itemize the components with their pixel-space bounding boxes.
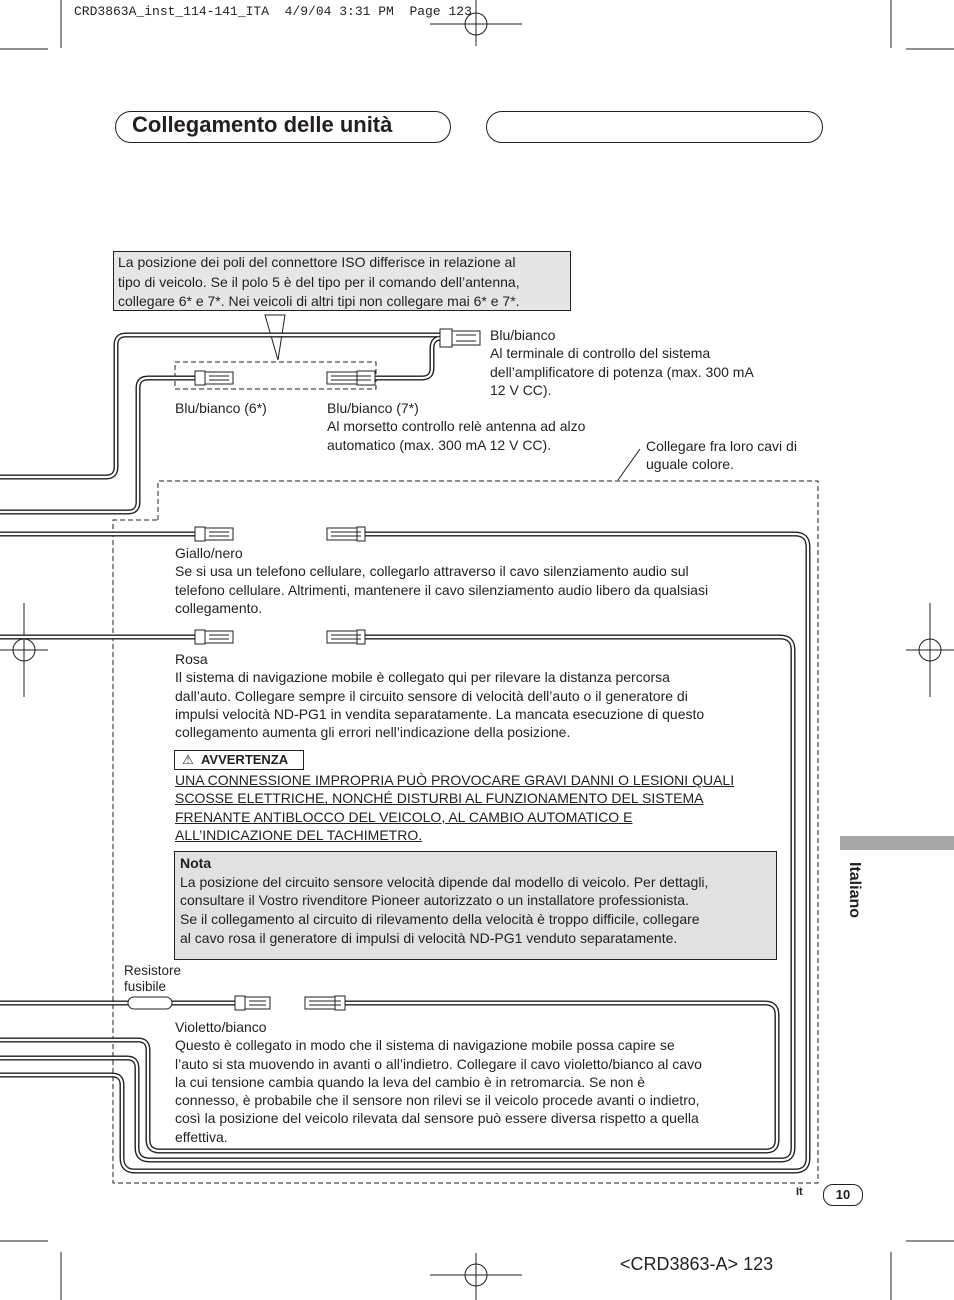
warning-badge-label: AVVERTENZA — [201, 752, 289, 767]
note-line: al cavo rosa il generatore di impulsi di velocità ND-PG1 venduto separatamente. — [180, 929, 678, 946]
wire-description: dell’amplificatore di potenza (max. 300 mA — [490, 363, 754, 380]
print-header: CRD3863A_inst_114-141_ITA 4/9/04 3:31 PM Page 123 — [74, 4, 472, 19]
iso-connector-callout — [113, 251, 571, 311]
note-line: Se il collegamento al circuito di rilevamento della velocità è troppo difficile, collegare — [180, 911, 700, 928]
fuse-label-line: Resistore — [124, 963, 182, 978]
fuse-resistor-icon — [128, 997, 172, 1009]
language-tab — [840, 836, 954, 850]
wire-label-violetto-bianco — [175, 1018, 702, 1146]
note-line: uguale colore. — [646, 456, 734, 473]
wire-description: automatico (max. 300 mA 12 V CC). — [327, 436, 552, 453]
callout-line: La posizione dei poli del connettore ISO differisce in relazione al — [118, 254, 516, 270]
fuse-label-line: fusibile — [124, 979, 167, 994]
wire-description: 12 V CC). — [490, 381, 552, 398]
callout-line: tipo di veicolo. Se il polo 5 è del tipo per il comando dell’antenna, — [118, 273, 520, 290]
section-title: Collegamento delle unità — [132, 112, 393, 137]
wire-description: collegamento. — [175, 599, 263, 616]
connector-icon — [235, 996, 270, 1010]
connector-icon — [305, 996, 345, 1010]
wire-description: la cui tensione cambia quando la leva del cambio è in retromarcia. Se non è — [175, 1073, 646, 1090]
note-line: La posizione del circuito sensore velocità dipende dal modello di veicolo. Per dettagli, — [180, 873, 709, 890]
wire-label-blu-bianco — [490, 326, 754, 399]
wire-colour: Violetto/bianco — [175, 1019, 267, 1035]
connector-icon — [195, 527, 233, 541]
wire-colour: Giallo/nero — [175, 545, 243, 561]
wire-description: l’auto si sta muovendo in avanti o all’indietro. Collegare il cavo violetto/bianco al cavo — [175, 1055, 702, 1072]
connector-icon — [327, 630, 365, 644]
note-line: Collegare fra loro cavi di — [646, 438, 797, 454]
warning-line: UNA CONNESSIONE IMPROPRIA PUÒ PROVOCARE GRAVI DANNI O LESIONI QUALI — [175, 772, 735, 788]
connector-icon — [195, 630, 233, 644]
note-box — [174, 851, 777, 960]
same-colour-note — [646, 437, 797, 474]
warning-triangle-icon: ⚠ — [182, 752, 194, 767]
warning-line: FRENANTE ANTIBLOCCO DEL VEICOLO, AL CAMBIO AUTOMATICO E — [175, 808, 633, 825]
wire-label-giallo-nero — [175, 544, 708, 617]
wire-description: collegamento aumenta gli errori nell’indicazione della posizione. — [175, 724, 571, 741]
callout-line: collegare 6* e 7*. Nei veicoli di altri tipi non collegare mai 6* e 7*. — [118, 293, 520, 309]
connector-icon — [195, 371, 233, 385]
note-line: consultare il Vostro rivenditore Pioneer autorizzato o un installatore professionista. — [180, 892, 689, 909]
language-label: Italiano — [846, 862, 863, 919]
wire-description: telefono cellulare. Altrimenti, mantenere il cavo silenziamento audio libero da qualsiasi — [175, 581, 709, 598]
wire-colour: Blu/bianco (7*) — [327, 400, 419, 416]
wire-description: Questo è collegato in modo che il sistema di navigazione mobile possa capire se — [175, 1037, 675, 1054]
connector-icon — [327, 527, 365, 541]
wire-description: Al terminale di controllo del sistema — [490, 345, 711, 362]
wire-description: Se si usa un telefono cellulare, collegarlo attraverso il cavo silenziamento audio sul — [175, 563, 689, 580]
wire-label-blu-bianco-6: Blu/bianco (6*) — [175, 400, 267, 416]
wire-description: Al morsetto controllo relè antenna ad alzo — [327, 418, 586, 435]
wire-description: impulsi velocità ND-PG1 in vendita separatamente. La mancata esecuzione di questo — [175, 705, 705, 722]
page-number: 10 — [823, 1184, 863, 1206]
connector-icon — [327, 371, 375, 385]
page-language-code: It — [796, 1186, 803, 1198]
warning-badge — [174, 750, 304, 770]
wire-label-rosa — [175, 650, 704, 741]
wire-description: effettiva. — [175, 1128, 228, 1145]
connector-icon — [440, 329, 480, 347]
warning-line: SCOSSE ELETTRICHE, NONCHÉ DISTURBI AL FUNZIONAMENTO DEL SISTEMA — [175, 790, 704, 807]
wire-description: connesso, è probabile che il sensore non rilevi se il veicolo procede avanti o indietro, — [175, 1092, 700, 1109]
wire-colour: Blu/bianco — [490, 327, 556, 343]
wire-colour: Rosa — [175, 651, 208, 667]
warning-line: ALL’INDICAZIONE DEL TACHIMETRO. — [175, 826, 423, 843]
warning-text — [175, 771, 785, 844]
wire-description: dall’auto. Collegare sempre il circuito sensore di velocità dell’auto o il generatore di — [175, 687, 688, 704]
wire-description: Il sistema di navigazione mobile è collegato qui per rilevare la distanza percorsa — [175, 669, 670, 686]
wire-description: così la posizione del veicolo rilevata dal sensore può essere diversa rispetto a quella — [175, 1110, 699, 1127]
wire-label-blu-bianco-7 — [327, 399, 585, 454]
section-tab-empty — [486, 111, 823, 143]
fuse-label — [124, 963, 181, 995]
note-title: Nota — [180, 855, 212, 871]
model-code: <CRD3863-A> 123 — [620, 1254, 774, 1274]
